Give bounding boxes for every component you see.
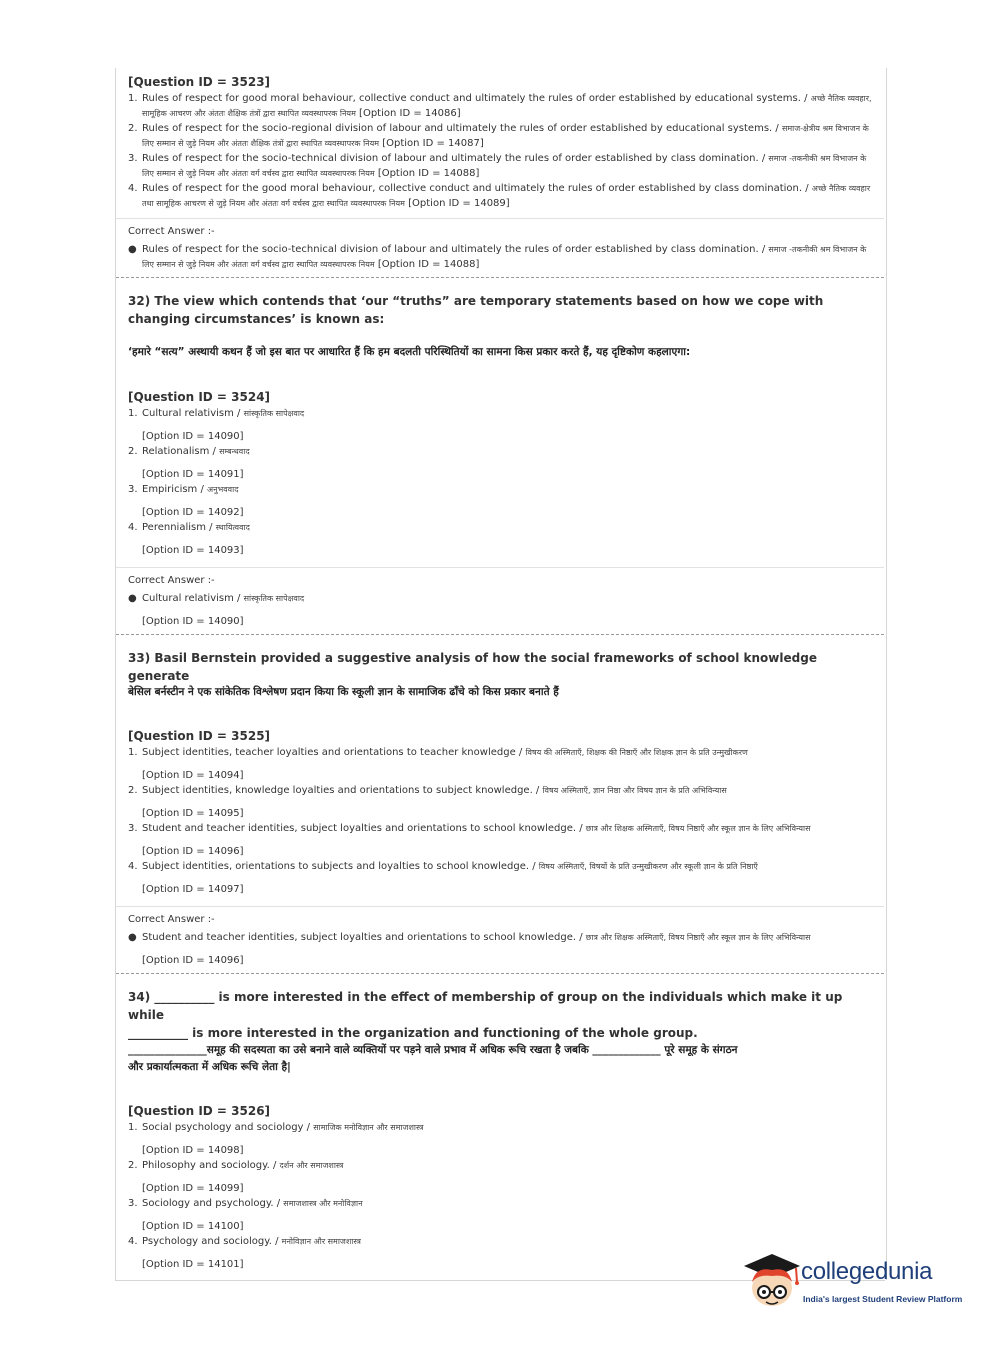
question-text-hi-line1: _______________समूह की सदस्यता का उसे बनाने वाले व्यक्तियों पर पड़ने वाले प्रभाव में अधिक रूचि रखता है जबकि _____________ पूरे समूह के संगठन [128,1044,738,1056]
option-item[interactable] [128,91,878,121]
option-text-en: Relationalism / [142,446,216,457]
option-text-hi: दर्शन और समाजशास्त्र [279,1161,344,1170]
option-id: [Option ID = 14094] [142,770,244,781]
option-text-hi: सम्बन्धवाद [219,447,250,456]
question-33-options-block [128,728,878,897]
option-item[interactable] [128,821,878,859]
correct-answer-text-hi: सांस्कृतिक सापेक्षवाद [243,594,305,603]
option-number: 1. [128,408,138,419]
bullet-icon: ● [128,244,137,255]
option-item[interactable] [128,783,878,821]
correct-answer-text-hi: छात्र और शिक्षक अस्मिताएँ, विषय निष्ठाएँ और स्कूल ज्ञान के लिए अभिविन्यास [585,933,811,942]
divider [116,906,884,907]
mascot-icon [742,1252,802,1312]
question-32-text-hindi [128,344,878,361]
option-id: [Option ID = 14088] [377,168,480,179]
option-number: 3. [128,823,138,834]
option-number: 3. [128,1198,138,1209]
correct-answer-text-hi: समाज -तकनीकी श्रम विभाजन के लिए सम्मान से जुड़े नियम और अंततः वर्ग वर्चस्व द्वारा स्थापित व्यवस्थापरक नियम [142,245,867,269]
question-text-en: 32) The view which contends that ‘our “truths” are temporary statements based on how we cope with changing circumstances’ is known as: [128,294,824,326]
option-id: [Option ID = 14100] [142,1221,244,1232]
bullet-icon: ● [128,932,137,943]
question-33-text [128,649,878,685]
option-id: [Option ID = 14092] [142,507,244,518]
option-number: 2. [128,123,138,134]
option-number: 3. [128,484,138,495]
correct-answer-label: Correct Answer :- [128,575,215,586]
question-text-en: 33) Basil Bernstein provided a suggestive analysis of how the social frameworks of school knowledge generate [128,651,817,683]
option-id: [Option ID = 14091] [142,469,244,480]
bullet-icon: ● [128,593,137,604]
option-text-hi: समाजशास्त्र और मनोविज्ञान [283,1199,363,1208]
option-text-en: Cultural relativism / [142,408,241,419]
option-text-en: Philosophy and sociology. / [142,1160,277,1171]
question-text-hi-line2: और प्रकार्यात्मकता में अधिक रूचि लेता है| [128,1061,291,1073]
option-number: 1. [128,1122,138,1133]
option-text-en: Empiricism / [142,484,204,495]
question-34-text-hindi [128,1042,878,1076]
question-text-hi: बेसिल बर्नस्टीन ने एक सांकेतिक विश्लेषण प्रदान किया कि स्कूली ज्ञान के सामाजिक ढाँचे को किस प्रकार बनाते हैं [128,686,559,698]
correct-answer-item [128,591,878,629]
option-list [128,406,878,558]
option-item[interactable] [128,406,878,444]
option-number: 4. [128,522,138,533]
option-number: 2. [128,1160,138,1171]
correct-answer-32 [128,573,878,629]
option-item[interactable] [128,1196,878,1234]
divider [116,218,884,219]
option-number: 1. [128,93,138,104]
question-text-en-line1: 34) __________ is more interested in the effect of membership of group on the individuals which make it up while [128,990,843,1022]
option-text-hi: अच्छे नैतिक व्यवहार तथा सामूहिक आचरण से जुड़े नियम और अंततः वर्ग वर्चस्व द्वारा स्थापित व्यवस्थापरक नियम [142,184,871,208]
option-list [128,1120,878,1272]
option-number: 4. [128,1236,138,1247]
option-text-en: Subject identities, orientations to subjects and loyalties to school knowledge. / [142,861,536,872]
option-item[interactable] [128,151,878,181]
option-text-hi: समाज -तकनीकी श्रम विभाजन के लिए सम्मान से जुड़े नियम और अंततः वर्ग वर्चस्व द्वारा स्थापित व्यवस्थापरक नियम [142,154,867,178]
divider [116,567,884,568]
option-id: [Option ID = 14101] [142,1259,244,1270]
option-text-en: Student and teacher identities, subject loyalties and orientations to school knowledge. / [142,823,583,834]
option-id: [Option ID = 14090] [142,431,244,442]
brand-name: collegedunia [801,1258,933,1285]
option-list [128,745,878,897]
correct-answer-option-id: [Option ID = 14088] [377,259,480,270]
option-text-hi: स्थायित्ववाद [215,523,250,532]
option-number: 4. [128,861,138,872]
option-item[interactable] [128,482,878,520]
question-34-text [128,988,878,1042]
correct-answer-33 [128,912,878,968]
correct-answer-text-en: Student and teacher identities, subject loyalties and orientations to school knowledge. / [142,932,583,943]
option-text-en: Psychology and sociology. / [142,1236,279,1247]
option-text-en: Rules of respect for the socio-technical division of labour and ultimately the rules of order established by class domination. / [142,153,766,164]
option-text-hi: अनुभववाद [207,485,239,494]
option-item[interactable] [128,520,878,558]
option-text-hi: समाज-क्षेत्रीय श्रम विभाजन के लिए सम्मान से जुड़े नियम और अंततः शैक्षिक तंत्रों द्वारा स्थापित व्यवस्थापरक नियम [142,124,869,148]
collegedunia-logo[interactable] [742,1252,972,1312]
option-number: 3. [128,153,138,164]
option-id: [Option ID = 14097] [142,884,244,895]
correct-answer-text-en: Rules of respect for the socio-technical division of labour and ultimately the rules of order established by class domination. / [142,244,766,255]
option-text-en: Subject identities, knowledge loyalties and orientations to subject knowledge. / [142,785,540,796]
option-id: [Option ID = 14086] [359,108,461,119]
question-id: [Question ID = 3523] [128,75,271,89]
option-id: [Option ID = 14095] [142,808,244,819]
correct-answer-label: Correct Answer :- [128,914,215,925]
question-id: [Question ID = 3525] [128,729,271,743]
question-32-options-block [128,389,878,558]
option-text-en: Subject identities, teacher loyalties and orientations to teacher knowledge / [142,747,523,758]
option-id: [Option ID = 14098] [142,1145,244,1156]
option-text-en: Rules of respect for the socio-regional division of labour and ultimately the rules of order established by educational systems. / [142,123,779,134]
option-number: 2. [128,446,138,457]
question-31-options-block [128,74,878,211]
correct-answer-option-id: [Option ID = 14090] [142,616,244,627]
option-item[interactable] [128,859,878,897]
option-text-en: Rules of respect for the good moral behaviour, collective conduct and ultimately the rules of order established by class domination. / [142,183,809,194]
option-text-en: Sociology and psychology. / [142,1198,281,1209]
question-text-hi: ‘हमारे “सत्य” अस्थायी कथन हैं जो इस बात पर आधारित हैं कि हम बदलती परिस्थितियों का सामना किस प्रकार करते हैं, यह दृष्टिकोण कहलाएगा: [128,346,691,358]
option-id: [Option ID = 14099] [142,1183,244,1194]
option-number: 2. [128,785,138,796]
option-item[interactable] [128,444,878,482]
question-separator [116,277,884,278]
option-item[interactable] [128,1158,878,1196]
question-34-options-block [128,1103,878,1272]
correct-answer-option-id: [Option ID = 14096] [142,955,244,966]
option-id: [Option ID = 14096] [142,846,244,857]
question-id: [Question ID = 3526] [128,1104,271,1118]
option-text-hi: मनोविज्ञान और समाजशास्त्र [281,1237,361,1246]
question-32-text [128,292,878,328]
option-id: [Option ID = 14093] [142,545,244,556]
option-item[interactable] [128,1120,878,1158]
question-33-text-hindi [128,684,878,701]
option-text-hi: विषय अस्मिताएँ, ज्ञान निष्ठा और विषय ज्ञान के प्रति अभिविन्यास [542,786,727,795]
option-number: 1. [128,747,138,758]
option-list [128,91,878,211]
option-text-hi: विषय की अस्मिताएँ, शिक्षक की निष्ठाएँ और शिक्षक ज्ञान के प्रति उन्मुखीकरण [525,748,748,757]
option-text-hi: अच्छे नैतिक व्यवहार, सामूहिक आचरण और अंततः शैक्षिक तंत्रों द्वारा स्थापित व्यवस्थापरक नियम [142,94,872,118]
question-separator [116,973,884,974]
option-text-hi: सामाजिक मनोविज्ञान और समाजशास्त्र [313,1123,424,1132]
question-text-en-line2: __________ is more interested in the organization and functioning of the whole group. [128,1026,698,1040]
option-id: [Option ID = 14087] [382,138,484,149]
question-id: [Question ID = 3524] [128,390,271,404]
brand-tagline: India's largest Student Review Platform [803,1294,963,1304]
option-text-en: Perennialism / [142,522,213,533]
option-item[interactable] [128,181,878,211]
option-text-hi: सांस्कृतिक सापेक्षवाद [243,409,305,418]
correct-answer-text-en: Cultural relativism / [142,593,241,604]
option-number: 4. [128,183,138,194]
option-text-en: Rules of respect for good moral behaviour, collective conduct and ultimately the rules of order established by educational systems. / [142,93,808,104]
option-item[interactable] [128,121,878,151]
correct-answer-label: Correct Answer :- [128,226,215,237]
option-id: [Option ID = 14089] [408,198,510,209]
correct-answer-item [128,930,878,968]
option-item[interactable] [128,745,878,783]
option-text-hi: विषय अस्मिताएँ, विषयों के प्रति उन्मुखीकरण और स्कूली ज्ञान के प्रति निष्ठाएँ [538,862,758,871]
correct-answer-item [128,242,878,272]
option-text-hi: छात्र और शिक्षक अस्मिताएँ, विषय निष्ठाएँ और स्कूल ज्ञान के लिए अभिविन्यास [585,824,811,833]
correct-answer-31 [128,224,878,272]
question-separator [116,634,884,635]
option-text-en: Social psychology and sociology / [142,1122,311,1133]
